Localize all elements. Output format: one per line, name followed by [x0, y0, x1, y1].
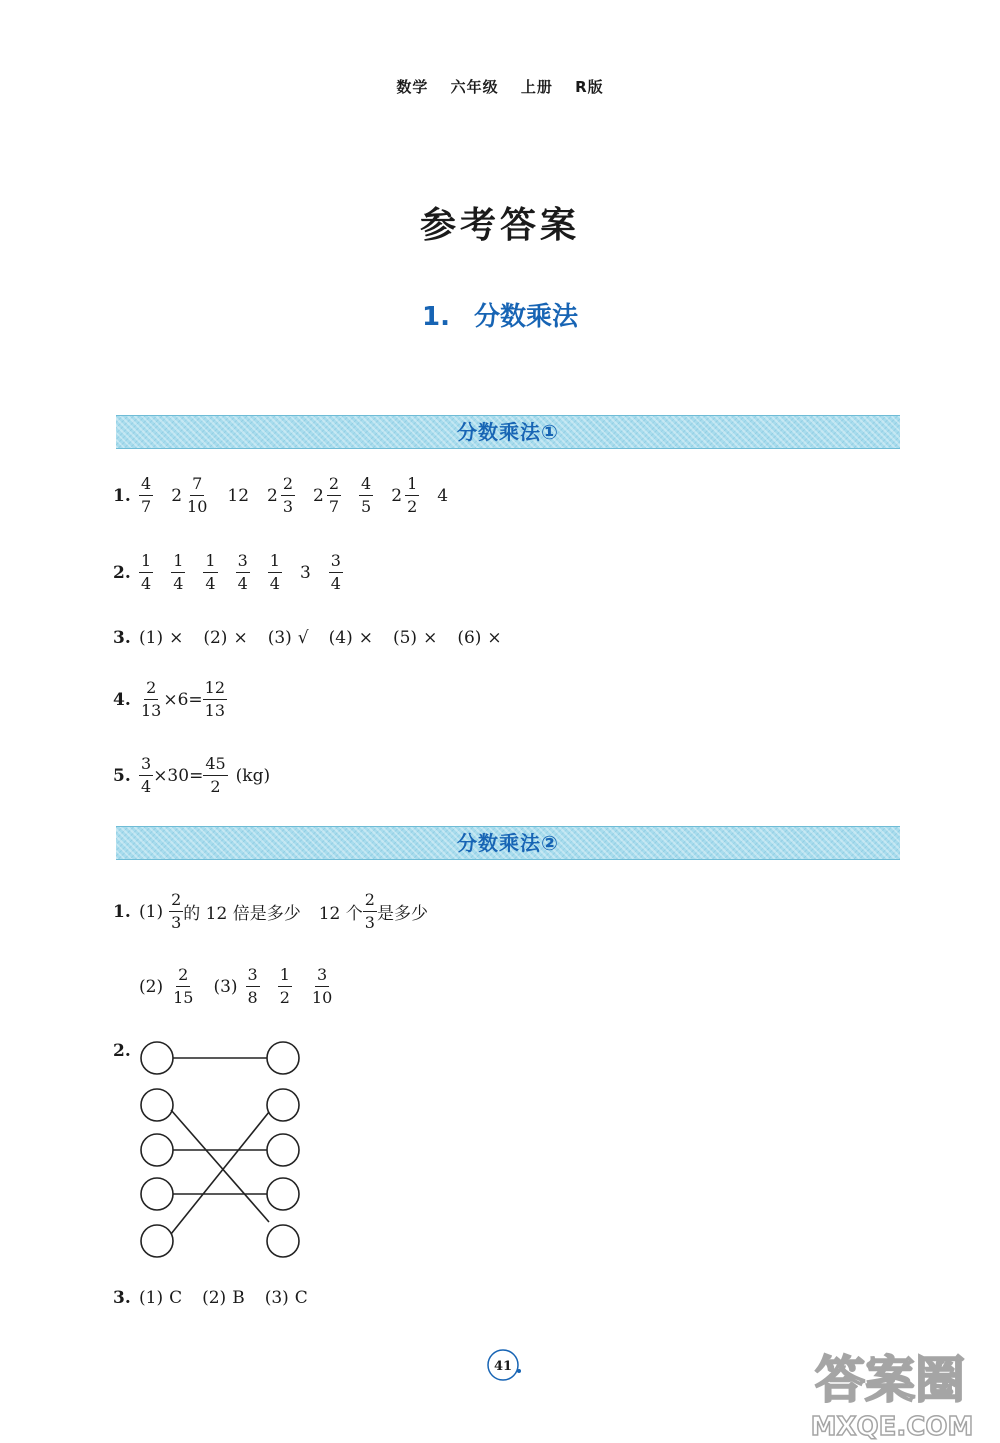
s2-question-1-cont: [139, 967, 334, 1006]
fraction: $\frac{3}{4}$: [141, 754, 152, 796]
watermark-url: MXQE.COM: [810, 1412, 974, 1442]
s1-question-4: [113, 680, 227, 719]
header-edition: R版: [575, 78, 604, 96]
page-number-badge: [486, 1347, 522, 1383]
judgement-item: (1) ×: [139, 628, 184, 648]
mixed-number: 2 $\frac{7}{10}$: [171, 474, 208, 516]
s1-question-1: [113, 476, 448, 515]
sub-label: (3): [213, 976, 238, 997]
left-circle: [141, 1089, 173, 1121]
answer-text: 是多少: [376, 904, 428, 924]
chapter-title: 分数乘法: [473, 302, 578, 332]
fraction: $\frac{1}{4}$: [173, 551, 184, 593]
fraction: $\frac{2}{3}$: [171, 890, 182, 932]
sub-label: (1): [139, 901, 164, 922]
match-line: [171, 1110, 269, 1222]
watermark-main: 答案圈: [815, 1351, 965, 1409]
fraction: $\frac{12}{13}$: [204, 678, 226, 720]
judgement-item: (3) √: [267, 628, 309, 648]
judgement-item: (4) ×: [328, 628, 373, 648]
question-number: 2.: [113, 562, 131, 583]
running-header: [0, 76, 1000, 97]
whole-number: 3: [299, 562, 311, 583]
whole-number: 4: [437, 485, 449, 506]
fraction: $\frac{1}{4}$: [205, 551, 216, 593]
watermark-logo: [790, 1345, 995, 1443]
fraction: $\frac{2}{3}$: [364, 890, 375, 932]
question-number: 3.: [113, 628, 131, 648]
operator: ×6=: [163, 689, 203, 710]
fraction: $\frac{1}{2}$: [279, 965, 290, 1007]
chapter-heading: [0, 296, 1000, 333]
right-circle: [267, 1225, 299, 1257]
operator: ×30=: [153, 765, 204, 786]
s1-question-2: [113, 553, 343, 592]
choice-item: (2) B: [202, 1288, 245, 1308]
question-number: 1.: [113, 901, 131, 922]
fraction: $\frac{4}{5}$: [361, 474, 372, 516]
section-band-2: 分数乘法②: [116, 826, 900, 860]
s2-question-3: [113, 1288, 328, 1308]
fraction: $\frac{1}{4}$: [141, 551, 152, 593]
fraction: $\frac{3}{10}$: [311, 965, 333, 1007]
header-grade: 六年级: [450, 78, 499, 96]
mixed-number: 2 $\frac{2}{7}$: [313, 474, 340, 516]
judgement-item: (2) ×: [203, 628, 248, 648]
fraction: $\frac{1}{4}$: [269, 551, 280, 593]
unit: (kg): [235, 765, 271, 786]
right-circle: [267, 1089, 299, 1121]
page-title: 参考答案: [419, 205, 580, 246]
right-circle: [267, 1134, 299, 1166]
right-circle: [267, 1178, 299, 1210]
answer-text: 的 12 倍是多少: [183, 904, 301, 924]
judgement-item: (6) ×: [457, 628, 502, 648]
left-circle: [141, 1134, 173, 1166]
fraction: $\frac{2}{13}$: [141, 678, 162, 720]
fraction: $\frac{4}{7}$: [141, 474, 152, 516]
mixed-number: 2 $\frac{2}{3}$: [267, 474, 294, 516]
mixed-number: 2 $\frac{1}{2}$: [391, 474, 418, 516]
chapter-number: 1.: [422, 302, 450, 332]
fraction: $\frac{3}{4}$: [237, 551, 248, 593]
left-circle: [141, 1042, 173, 1074]
left-circle: [141, 1225, 173, 1257]
whole-number: 12: [227, 485, 250, 506]
fraction: $\frac{45}{2}$: [205, 754, 226, 796]
s1-question-5: [113, 756, 270, 795]
fraction: $\frac{2}{15}$: [173, 965, 194, 1007]
s1-question-3: [113, 628, 522, 648]
question-number: 5.: [113, 765, 131, 786]
choice-item: (3) C: [264, 1288, 308, 1308]
match-line: [171, 1112, 269, 1234]
page-number: 41: [493, 1359, 513, 1374]
answer-text: 12 个: [318, 904, 363, 924]
right-circle: [267, 1042, 299, 1074]
header-subject: 数学: [396, 78, 429, 96]
left-circle: [141, 1178, 173, 1210]
matching-diagram: [135, 1035, 310, 1265]
question-number: 3.: [113, 1288, 131, 1308]
choice-item: (1) C: [139, 1288, 183, 1308]
header-volume: 上册: [520, 78, 553, 96]
judgement-item: (5) ×: [392, 628, 438, 648]
fraction: $\frac{3}{4}$: [330, 551, 341, 593]
fraction: $\frac{3}{8}$: [247, 965, 258, 1007]
question-number: 2.: [113, 1041, 131, 1061]
question-number: 4.: [113, 689, 131, 710]
s2-question-1: [113, 892, 428, 931]
question-number: 1.: [113, 485, 131, 506]
sub-label: (2): [139, 976, 164, 997]
section-band-1: 分数乘法①: [116, 415, 900, 449]
